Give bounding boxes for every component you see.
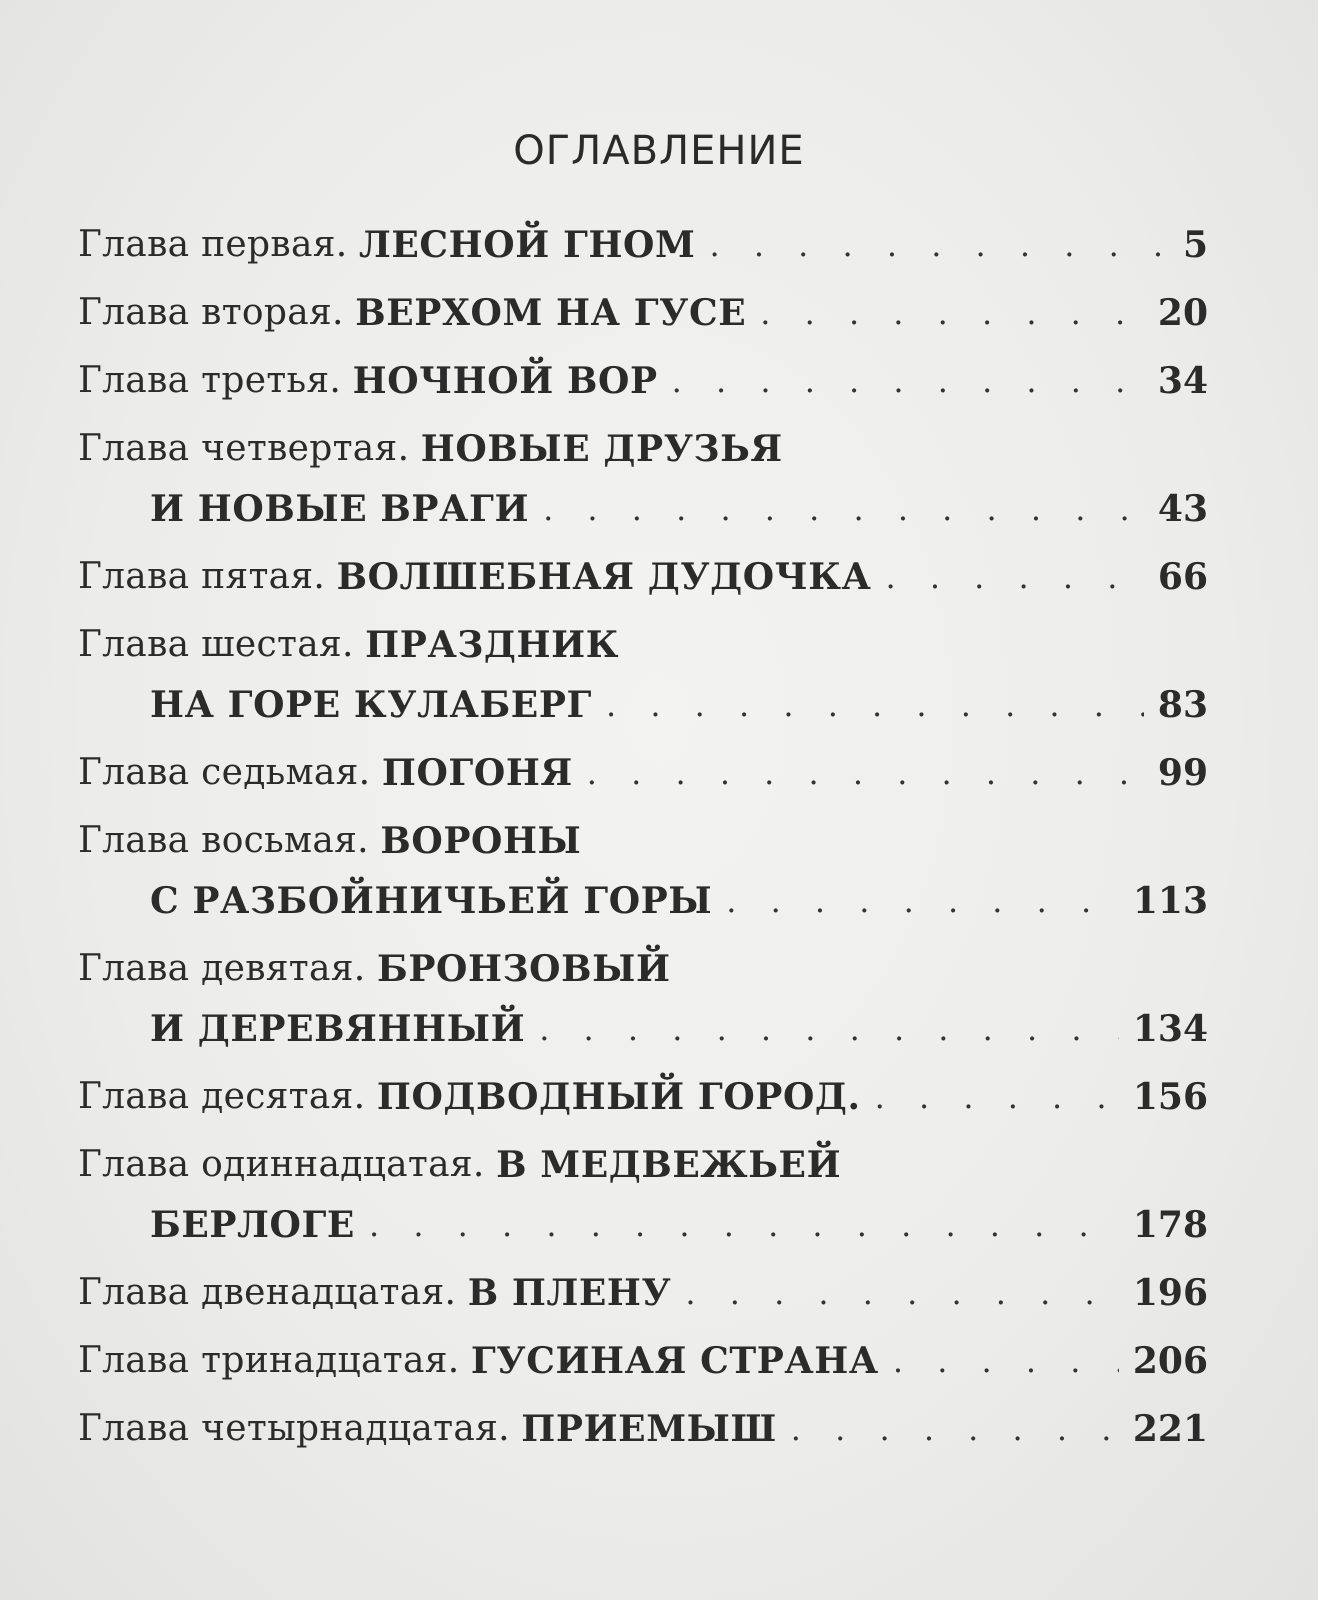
dot-leader — [543, 486, 1144, 532]
chapter-title: НОЧНОЙ ВОР — [352, 360, 658, 402]
toc-line — [78, 1338, 1208, 1384]
chapter-title: В ПЛЕНУ — [467, 1272, 672, 1314]
toc-line-continuation — [78, 878, 1208, 924]
chapter-title: БРОНЗОВЫЙ — [376, 948, 671, 990]
dot-leader — [685, 1270, 1118, 1316]
dot-leader — [893, 1338, 1119, 1384]
chapter-title: ВОРОНЫ — [380, 820, 582, 862]
toc-entry — [78, 554, 1208, 600]
toc-entry — [78, 1074, 1208, 1120]
chapter-label: Глава девятая. — [78, 948, 366, 989]
chapter-label: Глава третья. — [78, 360, 342, 401]
toc-line — [78, 222, 1208, 268]
chapter-label: Глава двенадцатая. — [78, 1272, 457, 1313]
toc-entry — [78, 1142, 1208, 1248]
page-number: 43 — [1157, 488, 1208, 530]
toc-entry — [78, 818, 1208, 924]
page-number: 134 — [1132, 1008, 1208, 1050]
page-number: 20 — [1157, 292, 1208, 334]
dot-leader — [875, 1074, 1119, 1120]
toc-line — [78, 554, 1208, 600]
dot-leader — [760, 290, 1144, 336]
chapter-title-continuation: БЕРЛОГЕ — [150, 1204, 355, 1246]
chapter-title-continuation: С РАЗБОЙНИЧЬЕЙ ГОРЫ — [150, 880, 713, 922]
page-number: 196 — [1132, 1272, 1208, 1314]
toc-line-continuation — [78, 1006, 1208, 1052]
dot-leader — [539, 1006, 1119, 1052]
toc-line — [78, 1074, 1208, 1120]
page-number: 99 — [1157, 752, 1208, 794]
page-number: 66 — [1157, 556, 1208, 598]
toc-entry — [78, 1338, 1208, 1384]
toc-entry — [78, 1406, 1208, 1452]
chapter-title: В МЕДВЕЖЬЕЙ — [496, 1144, 842, 1186]
toc-entry — [78, 946, 1208, 1052]
page-number: 113 — [1132, 880, 1208, 922]
toc-entry — [78, 426, 1208, 532]
chapter-title-continuation: И ДЕРЕВЯННЫЙ — [150, 1008, 526, 1050]
toc-line — [78, 946, 1208, 992]
toc-line-continuation — [78, 486, 1208, 532]
chapter-label: Глава одиннадцатая. — [78, 1144, 485, 1185]
toc-line — [78, 750, 1208, 796]
page-number: 83 — [1157, 684, 1208, 726]
toc-line-continuation — [78, 1202, 1208, 1248]
dot-leader — [606, 682, 1144, 728]
toc-line — [78, 622, 1208, 668]
chapter-label: Глава седьмая. — [78, 752, 371, 793]
chapter-title: ПОГОНЯ — [381, 752, 573, 794]
toc-line — [78, 1142, 1208, 1188]
page-number: 34 — [1157, 360, 1208, 402]
chapter-title: ВЕРХОМ НА ГУСЕ — [355, 292, 747, 334]
page-number: 5 — [1182, 224, 1208, 266]
chapter-title: ЛЕСНОЙ ГНОМ — [358, 224, 696, 266]
chapter-label: Глава десятая. — [78, 1076, 366, 1117]
toc-entry — [78, 290, 1208, 336]
chapter-label: Глава первая. — [78, 224, 348, 265]
page-number: 206 — [1132, 1340, 1208, 1382]
toc-line — [78, 426, 1208, 472]
toc-entry — [78, 750, 1208, 796]
dot-leader — [791, 1406, 1119, 1452]
chapter-title: ПРИЕМЫШ — [521, 1408, 777, 1450]
toc-entry — [78, 222, 1208, 268]
chapter-title-continuation: И НОВЫЕ ВРАГИ — [150, 488, 530, 530]
chapter-title: ПОДВОДНЫЙ ГОРОД. — [376, 1076, 861, 1118]
chapter-title: ПРАЗДНИК — [365, 624, 620, 666]
toc-line — [78, 1406, 1208, 1452]
chapter-label: Глава вторая. — [78, 292, 344, 333]
toc-line-continuation — [78, 682, 1208, 728]
toc-line — [78, 290, 1208, 336]
chapter-label: Глава четвертая. — [78, 428, 410, 469]
toc-entry — [78, 358, 1208, 404]
chapter-label: Глава четырнадцатая. — [78, 1408, 510, 1449]
toc-entry — [78, 1270, 1208, 1316]
dot-leader — [726, 878, 1119, 924]
table-of-contents — [78, 222, 1208, 1474]
dot-leader — [369, 1202, 1119, 1248]
page-number: 156 — [1132, 1076, 1208, 1118]
chapter-title-continuation: НА ГОРЕ КУЛАБЕРГ — [150, 684, 592, 726]
chapter-label: Глава шестая. — [78, 624, 354, 665]
chapter-title: ВОЛШЕБНАЯ ДУДОЧКА — [336, 556, 872, 598]
chapter-label: Глава пятая. — [78, 556, 326, 597]
chapter-label: Глава восьмая. — [78, 820, 369, 861]
dot-leader — [587, 750, 1144, 796]
toc-entry — [78, 622, 1208, 728]
chapter-title: ГУСИНАЯ СТРАНА — [470, 1340, 879, 1382]
page-number: 221 — [1132, 1408, 1208, 1450]
toc-line — [78, 1270, 1208, 1316]
dot-leader — [709, 222, 1168, 268]
toc-line — [78, 818, 1208, 864]
page-title: ОГЛАВЛЕНИЕ — [513, 128, 805, 174]
dot-leader — [672, 358, 1144, 404]
chapter-label: Глава тринадцатая. — [78, 1340, 460, 1381]
dot-leader — [885, 554, 1143, 600]
page-number: 178 — [1132, 1204, 1208, 1246]
toc-line — [78, 358, 1208, 404]
chapter-title: НОВЫЕ ДРУЗЬЯ — [420, 428, 783, 470]
